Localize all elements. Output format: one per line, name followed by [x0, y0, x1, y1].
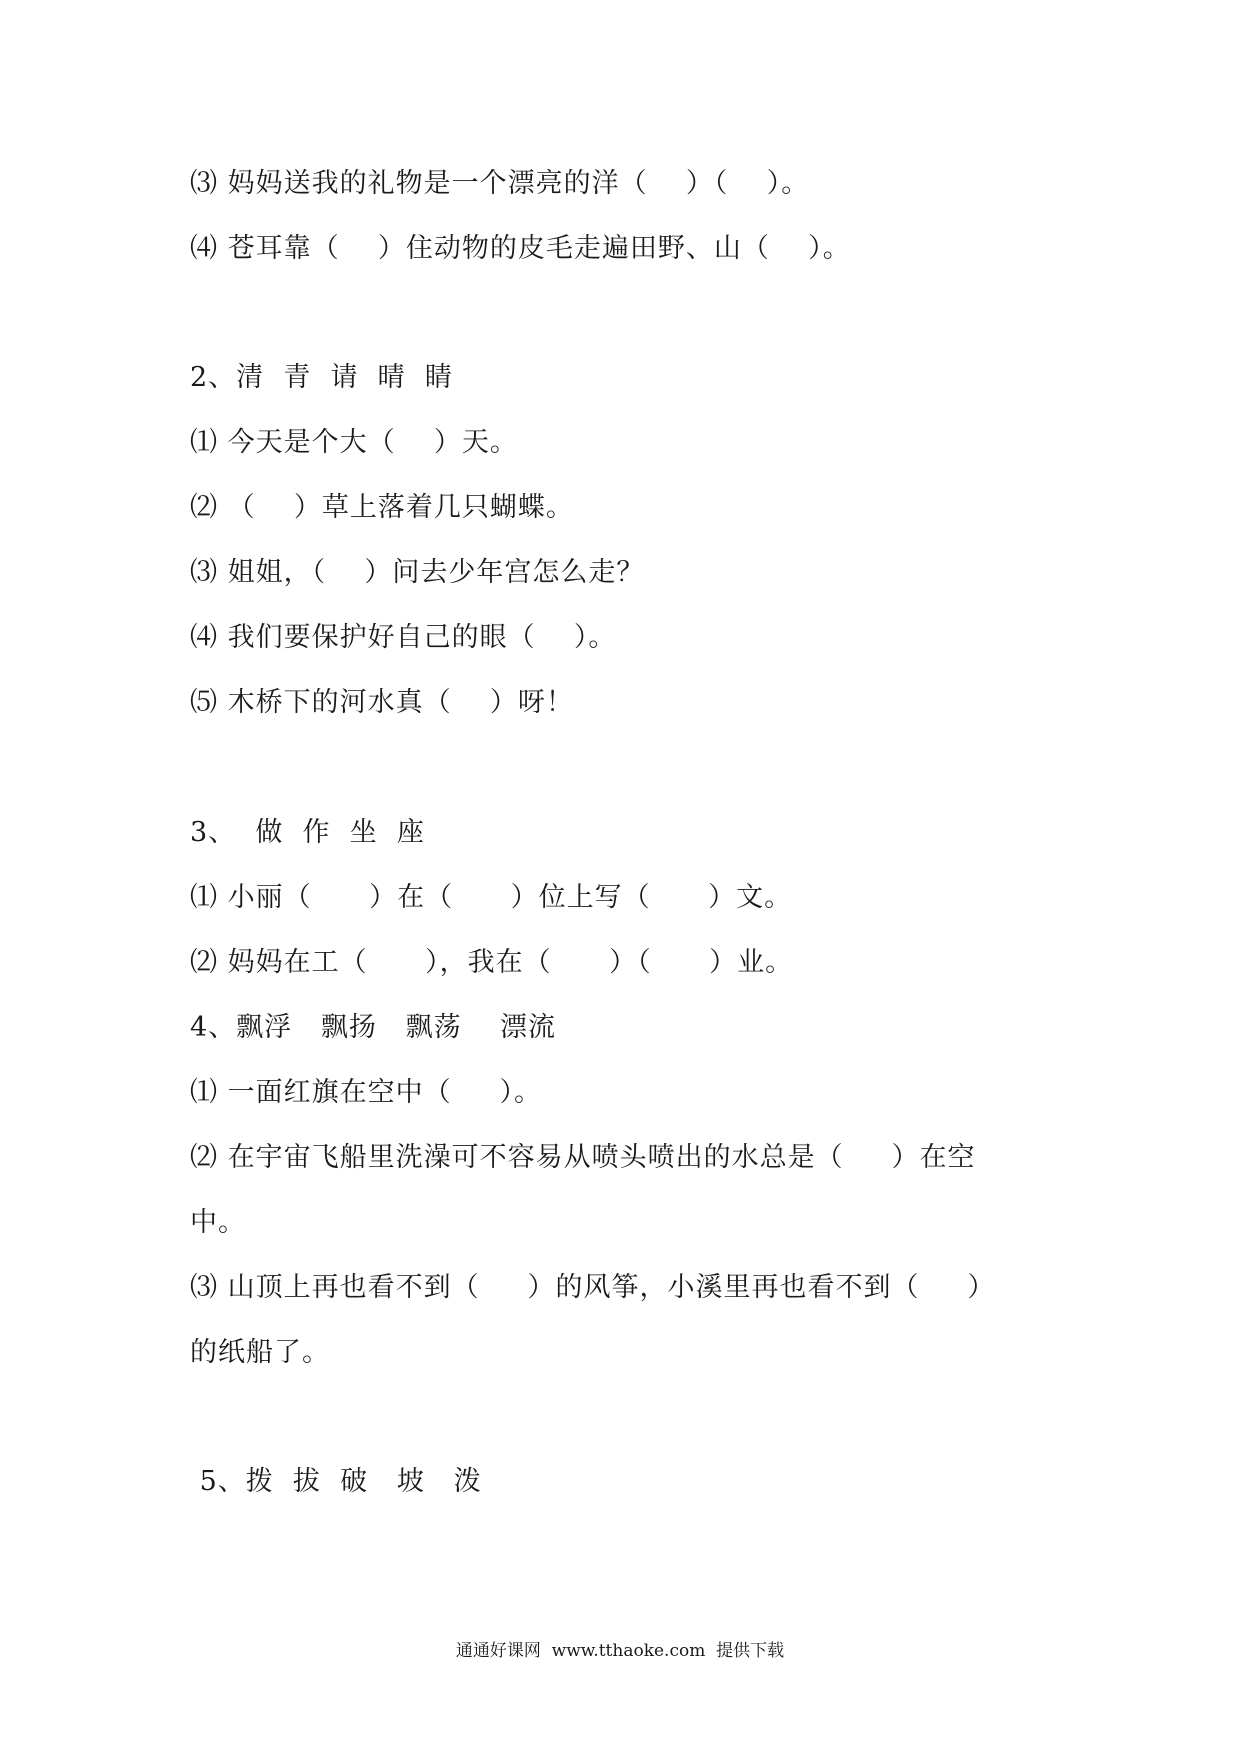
exercise-2-heading: 2、清 青 请 晴 睛: [190, 362, 453, 393]
exercise-2-item-2: ⑵ （ ）草上落着几只蝴蝶。: [190, 492, 574, 523]
exercise-4-item-2-cont: 中。: [190, 1207, 246, 1238]
exercise-2-item-3: ⑶ 姐姐，（ ）问去少年宫怎么走？: [190, 557, 645, 588]
exercise-3-heading: 3、 做 作 坐 座: [190, 817, 425, 848]
exercise-4-item-2: ⑵ 在宇宙飞船里洗澡可不容易从喷头喷出的水总是（ ）在空: [190, 1142, 976, 1173]
exercise-1-item-3: ⑶ 妈妈送我的礼物是一个漂亮的洋（ ）（ ）。: [190, 168, 810, 199]
exercise-3-item-1: ⑴ 小丽（ ）在（ ）位上写（ ）文。: [190, 882, 793, 913]
exercise-4-item-1: ⑴ 一面红旗在空中（ ）。: [190, 1077, 542, 1108]
exercise-4-heading: 4、飘浮 飘扬 飘荡 漂流: [190, 1012, 557, 1043]
exercise-2-item-1: ⑴ 今天是个大（ ）天。: [190, 427, 518, 458]
exercise-2-item-4: ⑷ 我们要保护好自己的眼（ ）。: [190, 622, 617, 653]
exercise-3-item-2: ⑵ 妈妈在工（ ），我在（ ）（ ）业。: [190, 947, 794, 978]
exercise-5-heading: 5、拨 拔 破 坡 泼: [190, 1466, 482, 1497]
exercise-2-item-5: ⑸ 木桥下的河水真（ ）呀！: [190, 687, 574, 718]
exercise-4-item-3: ⑶ 山顶上再也看不到（ ）的风筝，小溪里再也看不到（ ）: [190, 1272, 996, 1303]
page-footer: 通通好课网 www.tthaoke.com 提供下载: [455, 1641, 785, 1661]
exercise-4-item-3-cont: 的纸船了。: [190, 1337, 330, 1368]
exercise-1-item-4: ⑷ 苍耳靠（ ）住动物的皮毛走遍田野、山（ ）。: [190, 233, 851, 264]
